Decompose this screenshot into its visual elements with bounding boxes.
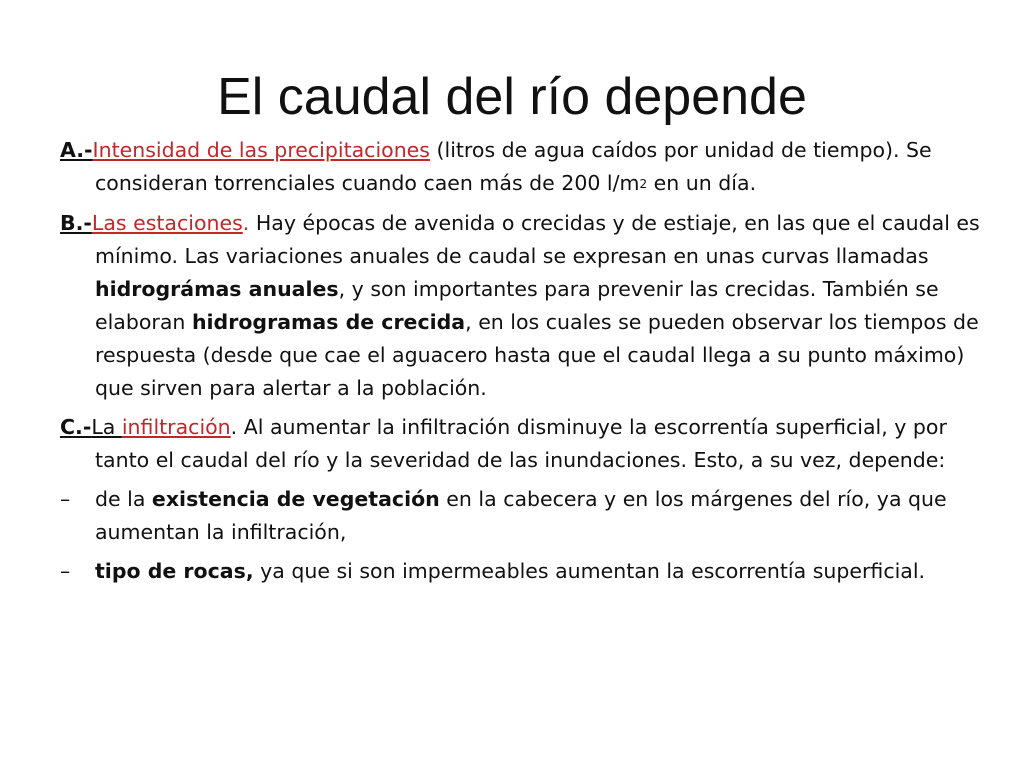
subitem-rocks xyxy=(60,555,990,588)
section-b-topic: Las estaciones xyxy=(91,211,243,235)
section-b-topic-end: . xyxy=(242,211,250,235)
section-b xyxy=(60,207,990,405)
section-b-text3: , en los cuales se pueden observar los tiempos de respuesta (desde que cae el aguacero hasta que el caudal llega a su punto máximo) que sirven para alertar a la población. xyxy=(95,310,979,400)
subitem-vegetation xyxy=(60,483,990,549)
slide-title: El caudal del río depende xyxy=(217,68,807,126)
section-c-pre: La xyxy=(91,415,122,439)
section-b-text1: Hay épocas de avenida o crecidas y de estiaje, en las que el caudal es mínimo. Las variaciones anuales de caudal se expresan en unas curvas llamadas xyxy=(95,211,980,268)
section-a-superscript: 2 xyxy=(639,177,648,191)
subitem-rocks-text: ya que si son impermeables aumentan la escorrentía superficial. xyxy=(253,559,926,583)
section-b-bold2: hidrogramas de crecida xyxy=(191,310,466,334)
subitem-rocks-bold: tipo de rocas, xyxy=(95,559,254,583)
section-a-text1: (litros de agua caídos por unidad de tiempo). Se consideran torrenciales cuando caen más de 200 l/m xyxy=(95,138,932,195)
section-a-topic: Intensidad de las precipitaciones xyxy=(92,138,430,162)
subitem-vegetation-text: en la cabecera y en los márgenes del río, ya que aumentan la infiltración, xyxy=(95,487,947,544)
section-a-text2: en un día. xyxy=(647,171,757,195)
dash-bullet: – xyxy=(60,559,71,583)
section-b-marker: B.- xyxy=(60,211,92,235)
section-b-bold1: hidrográmas anuales xyxy=(95,277,339,301)
section-c-marker: C.- xyxy=(60,415,92,439)
slide-content xyxy=(60,134,990,594)
subitem-vegetation-pre: de la xyxy=(95,487,152,511)
dash-bullet: – xyxy=(60,487,71,511)
section-c-topic: infiltración xyxy=(121,415,231,439)
section-c xyxy=(60,411,990,477)
subitem-vegetation-bold: existencia de vegetación xyxy=(151,487,440,511)
section-a xyxy=(60,134,990,201)
section-c-text1: . Al aumentar la infiltración disminuye la escorrentía superficial, y por tanto el caudal del río y la severidad de las inundaciones. Esto, a su vez, depende: xyxy=(95,415,947,472)
section-a-marker: A.- xyxy=(60,138,93,162)
section-b-text2: , y son importantes para prevenir las crecidas. También se elaboran xyxy=(95,277,939,334)
